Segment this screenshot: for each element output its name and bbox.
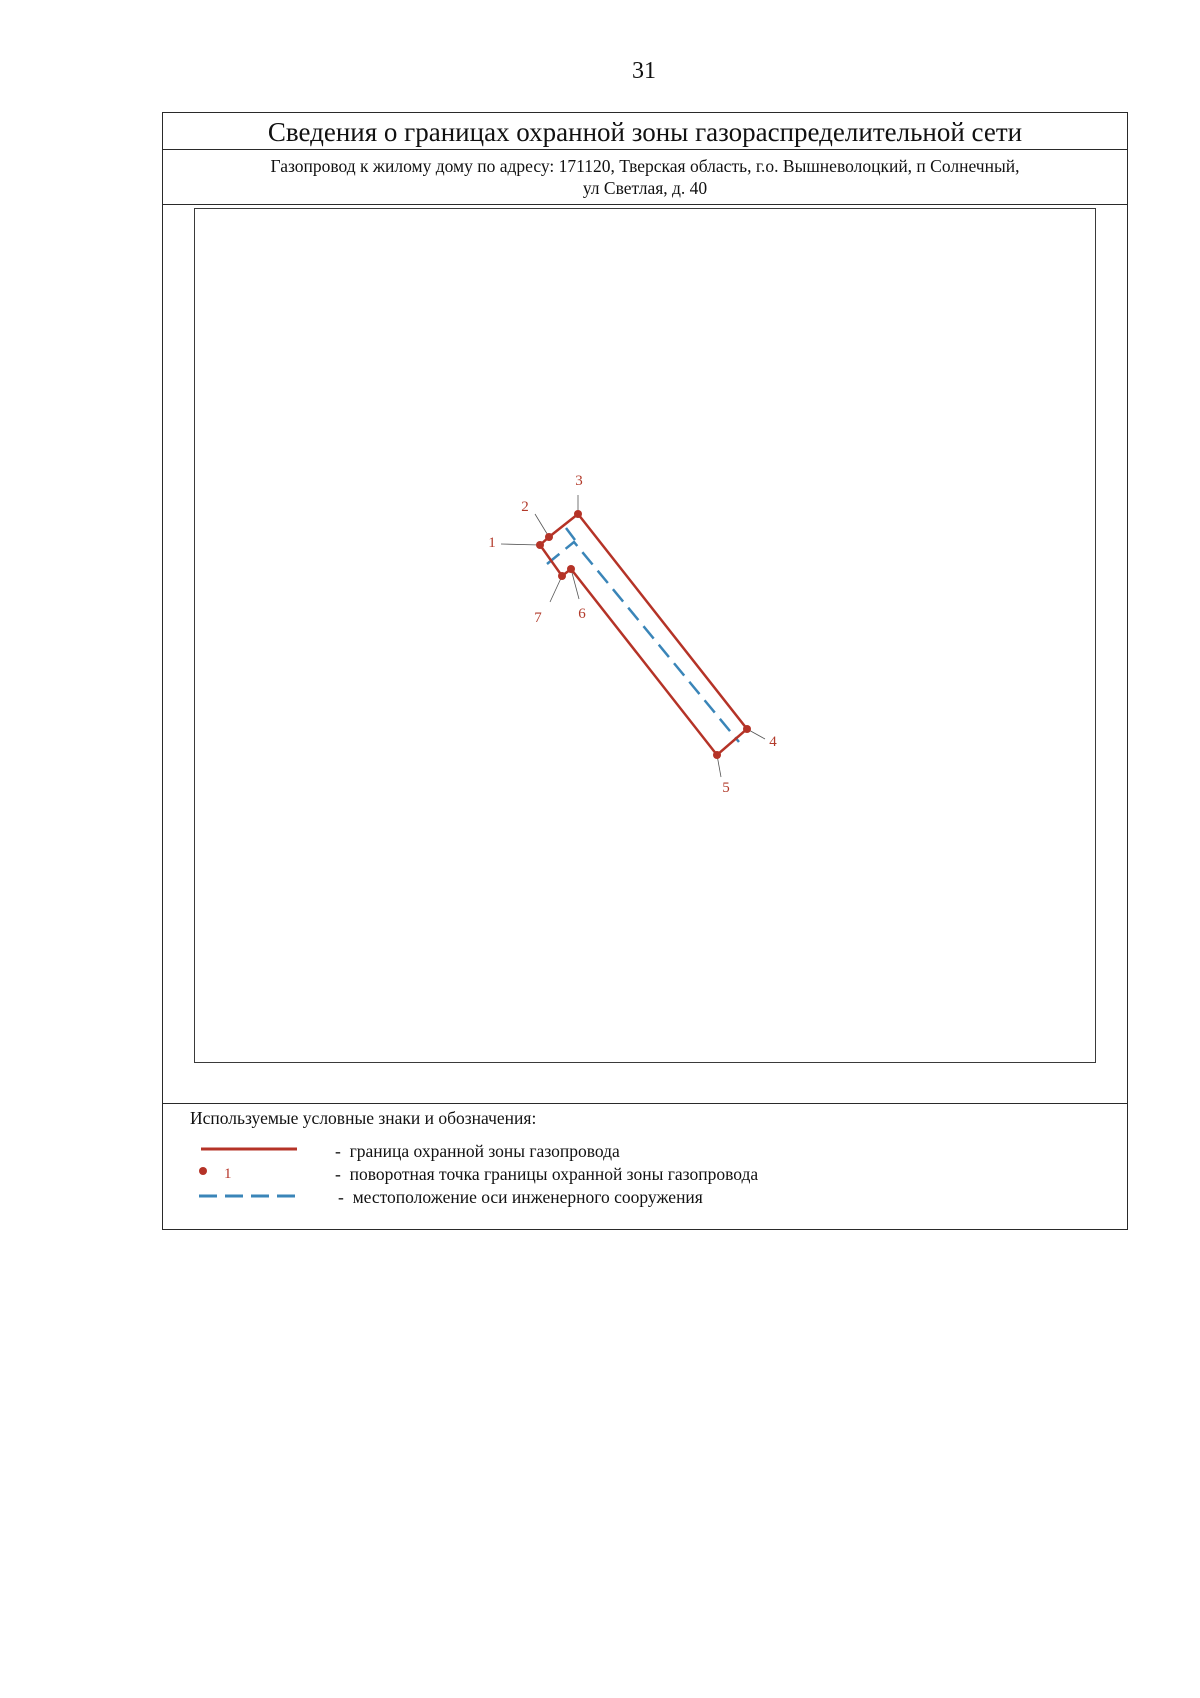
subtitle-address-line-2: ул Светлая, д. 40: [582, 178, 708, 198]
map-drawing: [195, 209, 1095, 1062]
turning-point-4: [743, 725, 751, 733]
legend: [163, 1103, 1127, 1229]
axis-line-symbol: [199, 1186, 303, 1208]
legend-heading: Используемые условные знаки и обозначения:: [190, 1108, 537, 1128]
legend-item-axis: [163, 1186, 1127, 1208]
document-title: Сведения о границах охранной зоны газораспределительной сети: [163, 113, 1127, 150]
legend-dash: -: [335, 1141, 341, 1161]
legend-item-boundary: [163, 1140, 1127, 1162]
turning-point-symbol: [199, 1163, 303, 1185]
point-label-2: 2: [521, 499, 529, 515]
turning-point-6: [567, 565, 575, 573]
leader-line-7: [550, 576, 562, 602]
turning-point-2: [545, 533, 553, 541]
point-label-4: 4: [769, 734, 777, 750]
legend-sample-point-label: 1: [224, 1166, 232, 1182]
leader-line-1: [501, 544, 540, 545]
legend-dash: -: [335, 1164, 341, 1184]
subtitle-address-line-1: Газопровод к жилому дому по адресу: 171120, Тверская область, г.о. Вышневолоцкий, п Солнечный,: [270, 156, 1020, 176]
turning-point-5: [713, 751, 721, 759]
legend-text-axis: местоположение оси инженерного сооружения: [352, 1187, 703, 1207]
document-subtitle: [163, 149, 1127, 205]
legend-dash: -: [338, 1187, 344, 1207]
point-label-5: 5: [722, 780, 730, 796]
legend-item-turning-point: [163, 1163, 1127, 1185]
turning-point-1: [536, 541, 544, 549]
leader-line-2: [535, 514, 549, 537]
document-frame: [162, 112, 1128, 1230]
turning-point-7: [558, 572, 566, 580]
legend-text-boundary: граница охранной зоны газопровода: [349, 1141, 620, 1161]
point-label-3: 3: [575, 473, 583, 489]
page-number: 31: [632, 58, 656, 84]
pipeline-axis-spur: [566, 528, 575, 540]
point-label-6: 6: [578, 606, 586, 622]
protection-zone-boundary: [540, 514, 747, 755]
pipeline-axis-line: [547, 542, 739, 742]
turning-point-3: [574, 510, 582, 518]
legend-text-turning-point: поворотная точка границы охранной зоны газопровода: [349, 1164, 759, 1184]
map-area: [194, 208, 1096, 1063]
boundary-line-symbol: [199, 1140, 303, 1162]
point-label-1: 1: [488, 535, 496, 551]
point-label-7: 7: [534, 610, 542, 626]
